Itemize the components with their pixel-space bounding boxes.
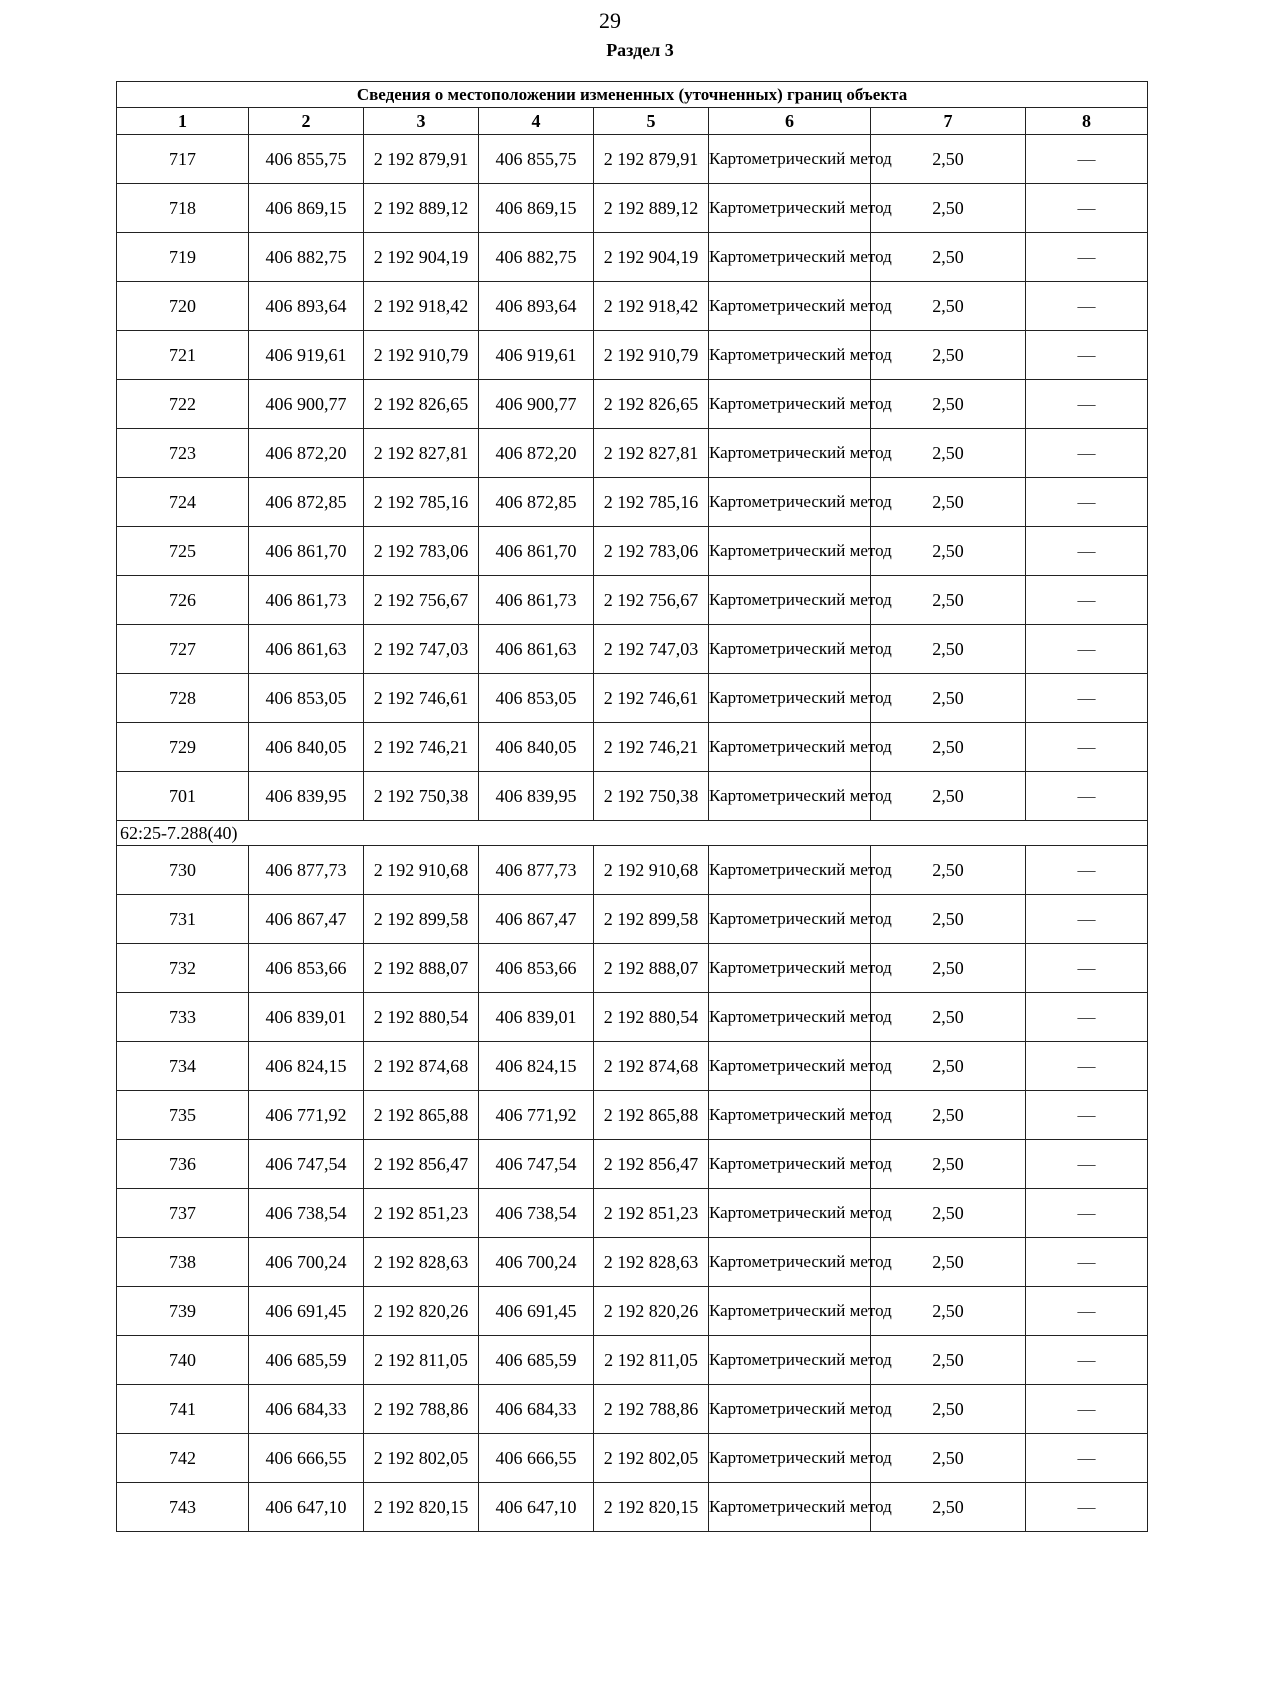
method-cell: Картометрический метод [709,527,871,576]
note-cell: — [1026,380,1148,429]
method-cell: Картометрический метод [709,1189,871,1238]
method-cell: Картометрический метод [709,1385,871,1434]
method-cell: Картометрический метод [709,1140,871,1189]
group-divider [117,821,1148,846]
x-coordinate-existing-cell: 406 872,20 [249,429,364,478]
accuracy-cell: 2,50 [871,674,1026,723]
y-coordinate-existing-cell: 2 192 826,65 [364,380,479,429]
x-coordinate-existing-cell: 406 872,85 [249,478,364,527]
x-coordinate-refined-cell: 406 872,85 [479,478,594,527]
page-number: 29 [599,8,621,33]
y-coordinate-existing-cell: 2 192 827,81 [364,429,479,478]
y-coordinate-existing-cell: 2 192 820,26 [364,1287,479,1336]
note-cell: — [1026,993,1148,1042]
accuracy-cell: 2,50 [871,1189,1026,1238]
accuracy-cell: 2,50 [871,184,1026,233]
x-coordinate-refined-cell: 406 861,63 [479,625,594,674]
x-coordinate-existing-cell: 406 691,45 [249,1287,364,1336]
note-cell: — [1026,1287,1148,1336]
x-coordinate-existing-cell: 406 867,47 [249,895,364,944]
table-row [117,723,1148,772]
x-coordinate-refined-cell: 406 771,92 [479,1091,594,1140]
x-coordinate-existing-cell: 406 853,66 [249,944,364,993]
x-coordinate-existing-cell: 406 861,73 [249,576,364,625]
x-coordinate-existing-cell: 406 861,63 [249,625,364,674]
x-coordinate-existing-cell: 406 685,59 [249,1336,364,1385]
y-coordinate-existing-cell: 2 192 874,68 [364,1042,479,1091]
y-coordinate-existing-cell: 2 192 746,61 [364,674,479,723]
x-coordinate-existing-cell: 406 882,75 [249,233,364,282]
accuracy-cell: 2,50 [871,944,1026,993]
point-number-cell: 740 [117,1336,249,1385]
x-coordinate-refined-cell: 406 839,95 [479,772,594,821]
column-number: 3 [364,108,479,135]
point-number-cell: 739 [117,1287,249,1336]
y-coordinate-refined-cell: 2 192 874,68 [594,1042,709,1091]
table-row [117,944,1148,993]
x-coordinate-existing-cell: 406 647,10 [249,1483,364,1532]
point-number-cell: 725 [117,527,249,576]
accuracy-cell: 2,50 [871,282,1026,331]
table-row [117,1042,1148,1091]
table-row [117,282,1148,331]
y-coordinate-existing-cell: 2 192 918,42 [364,282,479,331]
y-coordinate-refined-cell: 2 192 888,07 [594,944,709,993]
accuracy-cell: 2,50 [871,772,1026,821]
y-coordinate-refined-cell: 2 192 899,58 [594,895,709,944]
y-coordinate-refined-cell: 2 192 747,03 [594,625,709,674]
y-coordinate-refined-cell: 2 192 750,38 [594,772,709,821]
x-coordinate-refined-cell: 406 900,77 [479,380,594,429]
method-cell: Картометрический метод [709,576,871,625]
method-cell: Картометрический метод [709,723,871,772]
note-cell: — [1026,625,1148,674]
column-number: 5 [594,108,709,135]
x-coordinate-existing-cell: 406 666,55 [249,1434,364,1483]
x-coordinate-existing-cell: 406 700,24 [249,1238,364,1287]
y-coordinate-refined-cell: 2 192 918,42 [594,282,709,331]
y-coordinate-existing-cell: 2 192 785,16 [364,478,479,527]
table-row [117,1385,1148,1434]
point-number-cell: 722 [117,380,249,429]
table-row [117,846,1148,895]
y-coordinate-refined-cell: 2 192 865,88 [594,1091,709,1140]
column-number: 8 [1026,108,1148,135]
point-number-cell: 723 [117,429,249,478]
accuracy-cell: 2,50 [871,1042,1026,1091]
x-coordinate-refined-cell: 406 861,73 [479,576,594,625]
method-cell: Картометрический метод [709,993,871,1042]
method-cell: Картометрический метод [709,1434,871,1483]
method-cell: Картометрический метод [709,233,871,282]
method-cell: Картометрический метод [709,1336,871,1385]
note-cell: — [1026,429,1148,478]
point-number-cell: 738 [117,1238,249,1287]
y-coordinate-refined-cell: 2 192 904,19 [594,233,709,282]
y-coordinate-refined-cell: 2 192 889,12 [594,184,709,233]
note-cell: — [1026,233,1148,282]
note-cell: — [1026,895,1148,944]
note-cell: — [1026,1434,1148,1483]
note-cell: — [1026,1483,1148,1532]
note-cell: — [1026,331,1148,380]
method-cell: Картометрический метод [709,846,871,895]
note-cell: — [1026,184,1148,233]
column-number: 4 [479,108,594,135]
method-cell: Картометрический метод [709,895,871,944]
x-coordinate-refined-cell: 406 872,20 [479,429,594,478]
table-row [117,429,1148,478]
method-cell: Картометрический метод [709,1042,871,1091]
x-coordinate-existing-cell: 406 900,77 [249,380,364,429]
x-coordinate-existing-cell: 406 684,33 [249,1385,364,1434]
y-coordinate-existing-cell: 2 192 856,47 [364,1140,479,1189]
x-coordinate-refined-cell: 406 700,24 [479,1238,594,1287]
point-number-cell: 701 [117,772,249,821]
method-cell: Картометрический метод [709,380,871,429]
accuracy-cell: 2,50 [871,1483,1026,1532]
method-cell: Картометрический метод [709,944,871,993]
y-coordinate-refined-cell: 2 192 788,86 [594,1385,709,1434]
note-cell: — [1026,1189,1148,1238]
section-title: Раздел 3 [606,40,674,60]
y-coordinate-existing-cell: 2 192 828,63 [364,1238,479,1287]
y-coordinate-refined-cell: 2 192 820,15 [594,1483,709,1532]
point-number-cell: 729 [117,723,249,772]
method-cell: Картометрический метод [709,1483,871,1532]
accuracy-cell: 2,50 [871,527,1026,576]
y-coordinate-refined-cell: 2 192 820,26 [594,1287,709,1336]
y-coordinate-refined-cell: 2 192 802,05 [594,1434,709,1483]
note-cell: — [1026,723,1148,772]
point-number-cell: 735 [117,1091,249,1140]
accuracy-cell: 2,50 [871,478,1026,527]
x-coordinate-existing-cell: 406 861,70 [249,527,364,576]
y-coordinate-refined-cell: 2 192 785,16 [594,478,709,527]
accuracy-cell: 2,50 [871,429,1026,478]
point-number-cell: 717 [117,135,249,184]
y-coordinate-refined-cell: 2 192 811,05 [594,1336,709,1385]
method-cell: Картометрический метод [709,184,871,233]
method-cell: Картометрический метод [709,282,871,331]
y-coordinate-existing-cell: 2 192 865,88 [364,1091,479,1140]
x-coordinate-refined-cell: 406 919,61 [479,331,594,380]
table-row [117,135,1148,184]
x-coordinate-refined-cell: 406 824,15 [479,1042,594,1091]
y-coordinate-existing-cell: 2 192 746,21 [364,723,479,772]
x-coordinate-refined-cell: 406 861,70 [479,527,594,576]
x-coordinate-existing-cell: 406 877,73 [249,846,364,895]
x-coordinate-refined-cell: 406 839,01 [479,993,594,1042]
method-cell: Картометрический метод [709,1287,871,1336]
table-row [117,576,1148,625]
y-coordinate-existing-cell: 2 192 880,54 [364,993,479,1042]
table-row [117,674,1148,723]
column-number: 6 [709,108,871,135]
table-row [117,1434,1148,1483]
point-number-cell: 719 [117,233,249,282]
table-row [117,1287,1148,1336]
note-cell: — [1026,1140,1148,1189]
point-number-cell: 731 [117,895,249,944]
column-number: 7 [871,108,1026,135]
x-coordinate-existing-cell: 406 853,05 [249,674,364,723]
accuracy-cell: 2,50 [871,723,1026,772]
group-two-rows [117,846,1148,1532]
table-row [117,993,1148,1042]
x-coordinate-existing-cell: 406 824,15 [249,1042,364,1091]
method-cell: Картометрический метод [709,478,871,527]
accuracy-cell: 2,50 [871,1238,1026,1287]
x-coordinate-refined-cell: 406 882,75 [479,233,594,282]
y-coordinate-refined-cell: 2 192 756,67 [594,576,709,625]
table-row [117,478,1148,527]
x-coordinate-refined-cell: 406 855,75 [479,135,594,184]
x-coordinate-refined-cell: 406 685,59 [479,1336,594,1385]
table-row [117,331,1148,380]
x-coordinate-refined-cell: 406 840,05 [479,723,594,772]
method-cell: Картометрический метод [709,331,871,380]
boundary-coordinates-table [116,81,1148,1532]
x-coordinate-existing-cell: 406 839,95 [249,772,364,821]
accuracy-cell: 2,50 [871,1336,1026,1385]
accuracy-cell: 2,50 [871,1385,1026,1434]
accuracy-cell: 2,50 [871,380,1026,429]
point-number-cell: 726 [117,576,249,625]
x-coordinate-refined-cell: 406 647,10 [479,1483,594,1532]
x-coordinate-existing-cell: 406 738,54 [249,1189,364,1238]
y-coordinate-existing-cell: 2 192 802,05 [364,1434,479,1483]
accuracy-cell: 2,50 [871,1091,1026,1140]
method-cell: Картометрический метод [709,772,871,821]
note-cell: — [1026,478,1148,527]
note-cell: — [1026,1336,1148,1385]
y-coordinate-refined-cell: 2 192 783,06 [594,527,709,576]
note-cell: — [1026,1091,1148,1140]
y-coordinate-existing-cell: 2 192 899,58 [364,895,479,944]
x-coordinate-refined-cell: 406 684,33 [479,1385,594,1434]
table-row [117,772,1148,821]
point-number-cell: 733 [117,993,249,1042]
x-coordinate-refined-cell: 406 869,15 [479,184,594,233]
point-number-cell: 728 [117,674,249,723]
y-coordinate-refined-cell: 2 192 856,47 [594,1140,709,1189]
x-coordinate-refined-cell: 406 853,05 [479,674,594,723]
point-number-cell: 742 [117,1434,249,1483]
note-cell: — [1026,1238,1148,1287]
x-coordinate-existing-cell: 406 747,54 [249,1140,364,1189]
x-coordinate-refined-cell: 406 691,45 [479,1287,594,1336]
point-number-cell: 730 [117,846,249,895]
table-row [117,380,1148,429]
column-number: 1 [117,108,249,135]
accuracy-cell: 2,50 [871,1434,1026,1483]
x-coordinate-refined-cell: 406 867,47 [479,895,594,944]
table-row [117,1483,1148,1532]
y-coordinate-existing-cell: 2 192 811,05 [364,1336,479,1385]
note-cell: — [1026,282,1148,331]
method-cell: Картометрический метод [709,1091,871,1140]
accuracy-cell: 2,50 [871,993,1026,1042]
y-coordinate-refined-cell: 2 192 910,79 [594,331,709,380]
accuracy-cell: 2,50 [871,895,1026,944]
column-number-row [117,108,1148,135]
y-coordinate-refined-cell: 2 192 827,81 [594,429,709,478]
x-coordinate-existing-cell: 406 840,05 [249,723,364,772]
y-coordinate-refined-cell: 2 192 851,23 [594,1189,709,1238]
table-caption: Сведения о местоположении измененных (уточненных) границ объекта [117,82,1148,108]
y-coordinate-existing-cell: 2 192 756,67 [364,576,479,625]
x-coordinate-refined-cell: 406 877,73 [479,846,594,895]
x-coordinate-existing-cell: 406 869,15 [249,184,364,233]
table-row [117,1189,1148,1238]
y-coordinate-refined-cell: 2 192 828,63 [594,1238,709,1287]
y-coordinate-refined-cell: 2 192 880,54 [594,993,709,1042]
x-coordinate-existing-cell: 406 919,61 [249,331,364,380]
y-coordinate-existing-cell: 2 192 910,68 [364,846,479,895]
x-coordinate-existing-cell: 406 855,75 [249,135,364,184]
y-coordinate-refined-cell: 2 192 826,65 [594,380,709,429]
y-coordinate-refined-cell: 2 192 746,21 [594,723,709,772]
accuracy-cell: 2,50 [871,1140,1026,1189]
accuracy-cell: 2,50 [871,233,1026,282]
point-number-cell: 736 [117,1140,249,1189]
point-number-cell: 724 [117,478,249,527]
point-number-cell: 720 [117,282,249,331]
note-cell: — [1026,527,1148,576]
method-cell: Картометрический метод [709,135,871,184]
accuracy-cell: 2,50 [871,331,1026,380]
table-row [117,233,1148,282]
y-coordinate-existing-cell: 2 192 788,86 [364,1385,479,1434]
method-cell: Картометрический метод [709,625,871,674]
point-number-cell: 734 [117,1042,249,1091]
y-coordinate-refined-cell: 2 192 910,68 [594,846,709,895]
note-cell: — [1026,576,1148,625]
table-row [117,1140,1148,1189]
y-coordinate-existing-cell: 2 192 879,91 [364,135,479,184]
y-coordinate-existing-cell: 2 192 851,23 [364,1189,479,1238]
table-row [117,895,1148,944]
y-coordinate-existing-cell: 2 192 820,15 [364,1483,479,1532]
column-number: 2 [249,108,364,135]
table-row [117,625,1148,674]
x-coordinate-refined-cell: 406 666,55 [479,1434,594,1483]
point-number-cell: 732 [117,944,249,993]
note-cell: — [1026,135,1148,184]
table-row [117,527,1148,576]
accuracy-cell: 2,50 [871,1287,1026,1336]
accuracy-cell: 2,50 [871,135,1026,184]
x-coordinate-existing-cell: 406 771,92 [249,1091,364,1140]
table-row [117,184,1148,233]
y-coordinate-existing-cell: 2 192 783,06 [364,527,479,576]
point-number-cell: 737 [117,1189,249,1238]
note-cell: — [1026,846,1148,895]
point-number-cell: 718 [117,184,249,233]
y-coordinate-existing-cell: 2 192 889,12 [364,184,479,233]
y-coordinate-existing-cell: 2 192 910,79 [364,331,479,380]
x-coordinate-refined-cell: 406 747,54 [479,1140,594,1189]
accuracy-cell: 2,50 [871,846,1026,895]
accuracy-cell: 2,50 [871,625,1026,674]
x-coordinate-existing-cell: 406 893,64 [249,282,364,331]
point-number-cell: 727 [117,625,249,674]
y-coordinate-existing-cell: 2 192 904,19 [364,233,479,282]
method-cell: Картометрический метод [709,674,871,723]
table-row [117,1091,1148,1140]
y-coordinate-existing-cell: 2 192 747,03 [364,625,479,674]
y-coordinate-existing-cell: 2 192 888,07 [364,944,479,993]
method-cell: Картометрический метод [709,429,871,478]
note-cell: — [1026,674,1148,723]
x-coordinate-refined-cell: 406 853,66 [479,944,594,993]
parcel-group-label: 62:25-7.288(40) [117,821,1148,846]
table-row [117,1238,1148,1287]
point-number-cell: 721 [117,331,249,380]
x-coordinate-existing-cell: 406 839,01 [249,993,364,1042]
note-cell: — [1026,772,1148,821]
table-row [117,1336,1148,1385]
x-coordinate-refined-cell: 406 893,64 [479,282,594,331]
y-coordinate-existing-cell: 2 192 750,38 [364,772,479,821]
method-cell: Картометрический метод [709,1238,871,1287]
note-cell: — [1026,944,1148,993]
note-cell: — [1026,1385,1148,1434]
y-coordinate-refined-cell: 2 192 746,61 [594,674,709,723]
accuracy-cell: 2,50 [871,576,1026,625]
point-number-cell: 743 [117,1483,249,1532]
y-coordinate-refined-cell: 2 192 879,91 [594,135,709,184]
x-coordinate-refined-cell: 406 738,54 [479,1189,594,1238]
point-number-cell: 741 [117,1385,249,1434]
group-one-rows [117,135,1148,821]
note-cell: — [1026,1042,1148,1091]
